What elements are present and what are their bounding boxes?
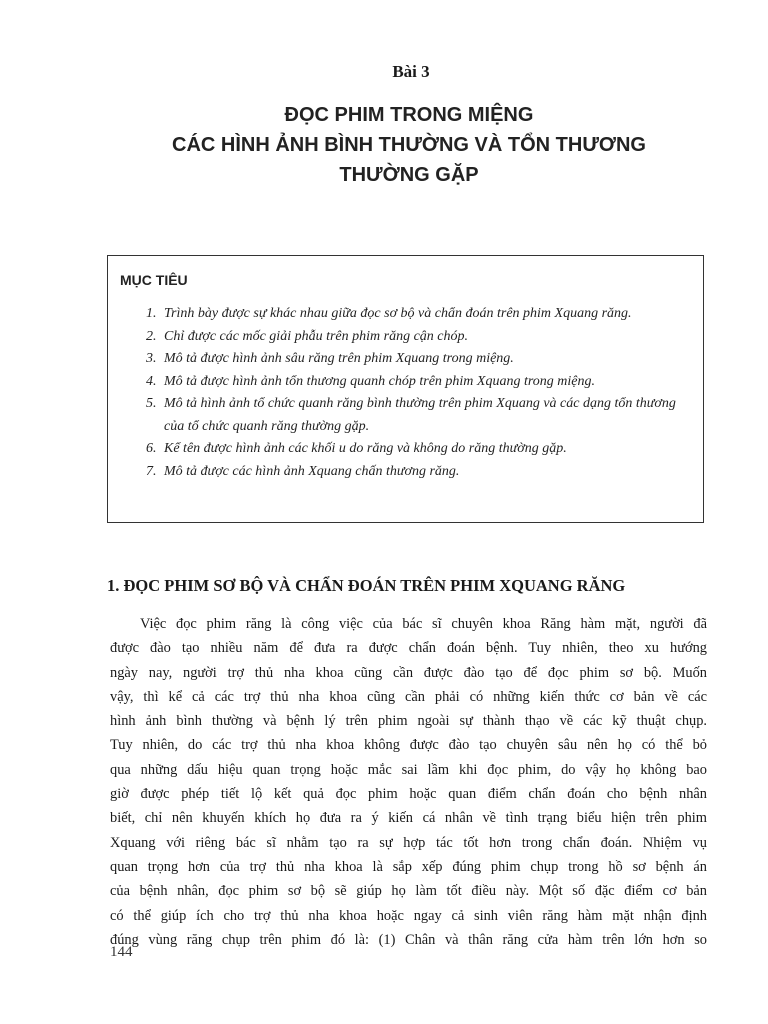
objective-item-3 [146,348,696,371]
body-line: đúng vùng răng chụp trên phim đó là: (1) Chân và thân răng cửa hàm trên lớn hơn so [110,931,707,948]
objective-number: 3. [146,351,157,366]
section-heading: 1. ĐỌC PHIM SƠ BỘ VÀ CHẨN ĐOÁN TRÊN PHIM XQUANG RĂNG [107,576,626,595]
body-line: Tuy nhiên, do các trợ thủ nha khoa không được đào tạo chuyên sâu nên họ có thể bỏ [110,737,707,754]
chapter-title-line-2: CÁC HÌNH ẢNH BÌNH THƯỜNG VÀ TỔN THƯƠNG [172,134,646,156]
body-line: Xquang với riêng bác sĩ nhằm tạo ra sự hợp tác tốt hơn trong chẩn đoán. Nhiệm vụ [110,834,707,851]
body-line: biết, chỉ nên khuyến khích họ đưa ra ý kiến cá nhân về tình trạng biểu hiện trên phim [110,810,707,827]
body-line: hình ảnh bình thường và bệnh lý trên phim ngoài sự thành thạo về các kỹ thuật chụp. [110,713,707,730]
page-number: 144 [110,944,133,960]
body-paragraph [110,612,707,952]
chapter-title [0,100,768,190]
chapter-title-line-1: ĐỌC PHIM TRONG MIỆNG [284,104,534,126]
objectives-list [146,303,696,483]
objective-text: Mô tả được hình ảnh sâu răng trên phim Xquang trong miệng. [164,351,514,366]
chapter-title-line-3: THƯỜNG GẶP [339,164,479,186]
body-line: có thể giúp ích cho trợ thủ nha khoa hoặc ngay cả sinh viên răng hàm mặt nhận định [110,907,707,924]
objective-number: 4. [146,373,157,389]
body-line: qua những dấu hiệu quan trọng hoặc mắc sai lầm khi đọc phim, do vậy họ không bao [110,761,707,778]
objective-text: Mô tả được hình ảnh tổn thương quanh chóp trên phim Xquang trong miệng. [164,373,595,389]
objective-number: 2. [146,328,157,344]
objective-text: Trình bày được sự khác nhau giữa đọc sơ bộ và chẩn đoán trên phim Xquang răng. [164,306,632,321]
objective-item-6 [146,438,696,461]
objective-text: Mô tả được các hình ảnh Xquang chấn thương răng. [164,463,460,479]
objective-text: Mô tả hình ảnh tổ chức quanh răng bình thường trên phim Xquang và các dạng tổn thương của tổ chức quanh răng thường gặp. [164,396,676,434]
objective-text: Kể tên được hình ảnh các khối u do răng và không do răng thường gặp. [164,441,567,456]
body-line: ngày nay, người trợ thủ nha khoa cũng cần được đào tạo để đọc phim sơ bộ. Muốn [110,664,707,681]
body-line: quan trọng hơn của trợ thủ nha khoa là sắp xếp đúng phim chụp trong hồ sơ bệnh án [110,858,707,875]
body-line: giờ được phép tiết lộ kết quả đọc phim hoặc quan điểm chẩn đoán cho bệnh nhân [110,786,707,803]
objectives-box [107,255,704,523]
objective-item-7 [146,461,696,484]
body-line: của bệnh nhân, đọc phim sơ bộ sẽ giúp họ làm tốt điều này. Một số đặc điểm cơ bản [110,883,707,900]
objective-number: 1. [146,306,157,321]
body-line: được đào tạo nhiều năm để đưa ra được chẩn đoán bệnh. Tuy nhiên, theo xu hướng [110,640,707,657]
body-line: vậy, thì kể cả các trợ thủ nha khoa cũng cần phải có những kiến thức cơ bản về các [110,688,707,705]
objective-number: 6. [146,441,157,456]
lesson-label: Bài 3 [392,62,430,81]
objective-item-5 [146,393,696,438]
objectives-heading: MỤC TIÊU [120,272,188,288]
objective-text: Chỉ được các mốc giải phẫu trên phim răng cận chóp. [164,328,469,344]
objective-item-1 [146,303,696,326]
objective-number: 7. [146,463,157,479]
body-line: Việc đọc phim răng là công việc của bác sĩ chuyên khoa Răng hàm mặt, người đã [140,616,707,632]
objective-number: 5. [146,396,157,411]
objective-item-2 [146,326,696,349]
objective-item-4 [146,371,696,394]
